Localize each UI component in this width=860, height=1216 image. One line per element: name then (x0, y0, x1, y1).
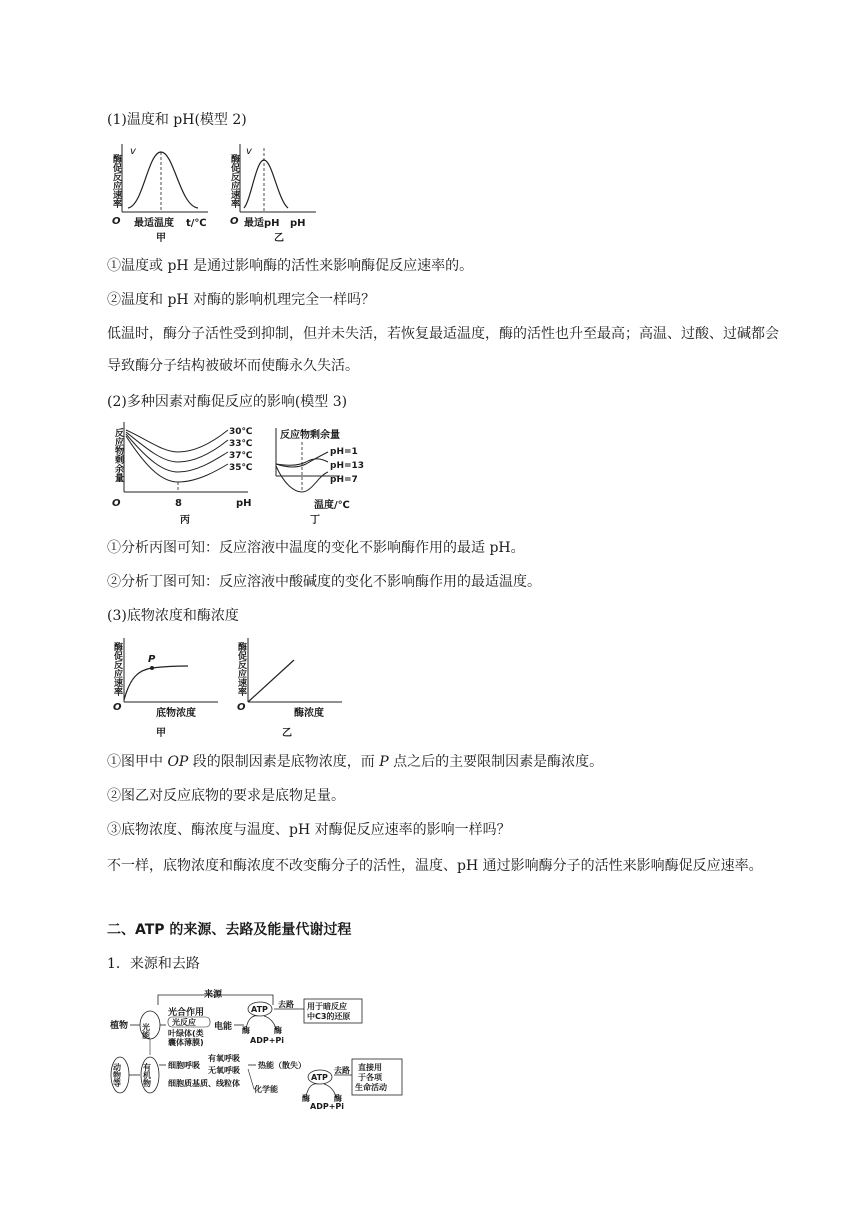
ylabel: 酶促反应速率 (229, 154, 239, 208)
label-adp: ADP+Pi (250, 1036, 285, 1045)
label-adp: ADP+Pi (310, 1102, 345, 1111)
label-destination: 去路 (278, 1000, 294, 1009)
xtick-label: 最适温度 (134, 218, 174, 229)
ylabel: 酶促反应速率 (111, 154, 121, 208)
label-enzyme: 酶 (242, 1026, 250, 1035)
legend-item: pH=13 (330, 461, 365, 471)
figure-temp-rate (108, 140, 218, 250)
label-animal: 动物等 (112, 1063, 122, 1087)
text-line: ①图甲中 OP 段的限制因素是底物浓度，而 P 点之后的主要限制因素是酶浓度。 (107, 754, 604, 770)
section-heading-atp: 二、ATP 的来源、去路及能量代谢过程 (107, 922, 352, 938)
origin-label: O (230, 216, 239, 227)
label-atp: ATP (251, 1005, 268, 1014)
label-direct-1: 直接用 (358, 1063, 382, 1072)
caption: 乙 (274, 233, 284, 244)
label-destination: 去路 (334, 1066, 350, 1075)
label-aerobic: 有氧呼吸 (208, 1054, 240, 1063)
v-label: v (130, 146, 136, 157)
xaxis-label: 底物浓度 (156, 708, 196, 719)
origin-label: O (112, 216, 121, 227)
label-source: 来源 (204, 990, 223, 1000)
origin-label: O (113, 702, 122, 713)
text-line: ②图乙对反应底物的要求是底物足量。 (107, 788, 345, 804)
v-label: v (246, 146, 252, 157)
label-chloroplast-1: 叶绿体(类 (168, 1029, 204, 1038)
label-light-reaction: 光反应 (172, 1018, 196, 1027)
caption: 乙 (282, 728, 292, 739)
caption: 丙 (180, 515, 190, 526)
label-light-energy: 光能 (141, 1023, 151, 1039)
label-organic: 有机物 (142, 1063, 152, 1087)
heading-multi-factor: (2)多种因素对酶促反应的影响(模型 3) (107, 394, 348, 410)
label-plant: 植物 (110, 1021, 129, 1031)
xaxis-label: 酶浓度 (294, 708, 324, 719)
label-chemical: 化学能 (254, 1085, 278, 1094)
figure-bing (108, 420, 258, 530)
ylabel: 反应物剩余量 (113, 428, 123, 482)
text-line: ①分析丙图可知：反应溶液中温度的变化不影响酶作用的最适 pH。 (107, 540, 525, 556)
xtick-label: 8 (175, 498, 182, 509)
legend-item: 35℃ (229, 463, 253, 473)
ylabel: 酶促反应速率 (112, 642, 122, 696)
figure-ph-rate (226, 140, 336, 250)
label-enzyme: 酶 (274, 1026, 282, 1035)
label-respiration: 细胞呼吸 (168, 1061, 200, 1070)
legend-item: 37℃ (229, 451, 253, 461)
caption: 丁 (310, 515, 320, 526)
point-label: P (148, 654, 156, 665)
text-line: ②温度和 pH 对酶的影响机理完全一样吗？ (107, 292, 376, 308)
text-line: ②分析丁图可知：反应溶液中酸碱度的变化不影响酶作用的最适温度。 (107, 574, 541, 590)
xaxis-label: t/℃ (186, 218, 207, 229)
figure-substrate (108, 634, 238, 744)
xaxis-label: 温度/℃ (314, 500, 350, 511)
legend-item: pH=7 (330, 475, 358, 485)
legend-item: 30℃ (229, 427, 253, 437)
label-location: 细胞质基质、线粒体 (168, 1079, 240, 1088)
legend-item: pH=1 (330, 447, 358, 457)
xaxis-label: pH (290, 218, 306, 229)
ylabel: 酶促反应速率 (236, 642, 246, 696)
xaxis-label: pH (236, 498, 252, 509)
paragraph: 不一样，底物浓度和酶浓度不改变酶分子的活性，温度、pH 通过影响酶分子的活性来影响酶促反应速率。 (107, 858, 763, 874)
label-anaerobic: 无氧呼吸 (208, 1066, 240, 1075)
label-atp: ATP (311, 1073, 328, 1082)
caption: 甲 (156, 233, 166, 244)
figure-enzyme (232, 634, 362, 744)
text-line: ③底物浓度、酶浓度与温度、pH 对酶促反应速率的影响一样吗？ (107, 822, 511, 838)
label-heat: 热能（散失） (258, 1061, 306, 1070)
label-electric: 电能 (214, 1022, 233, 1032)
heading-temp-ph: (1)温度和 pH(模型 2) (107, 112, 247, 128)
figure-ding (268, 420, 378, 530)
origin-label: O (237, 702, 246, 713)
caption: 甲 (156, 728, 166, 739)
label-dark-reaction-2: 中C3的还原 (307, 1012, 351, 1021)
legend-item: 33℃ (229, 439, 253, 449)
origin-label: O (112, 498, 121, 509)
ylabel: 反应物剩余量 (280, 430, 340, 441)
xtick-label: 最适pH (244, 218, 280, 229)
label-direct-2: 于各项 (358, 1073, 382, 1082)
label-enzyme: 酶 (302, 1094, 310, 1103)
label-dark-reaction-1: 用于暗反应 (307, 1002, 347, 1011)
subheading-source: 1．来源和去路 (107, 956, 200, 972)
label-chloroplast-2: 囊体薄膜) (168, 1038, 204, 1047)
atp-flow-diagram (108, 985, 408, 1111)
text-line: ①温度或 pH 是通过影响酶的活性来影响酶促反应速率的。 (107, 258, 474, 274)
label-enzyme: 酶 (334, 1094, 342, 1103)
label-photosynthesis: 光合作用 (168, 1008, 205, 1018)
paragraph: 低温时，酶分子活性受到抑制，但并未失活，若恢复最适温度，酶的活性也升至最高；高温、过酸、过碱都会导致酶分子结构被破坏而使酶永久失活。 (107, 326, 779, 374)
label-direct-3: 生命活动 (355, 1083, 387, 1092)
heading-concentration: (3)底物浓度和酶浓度 (107, 608, 239, 624)
